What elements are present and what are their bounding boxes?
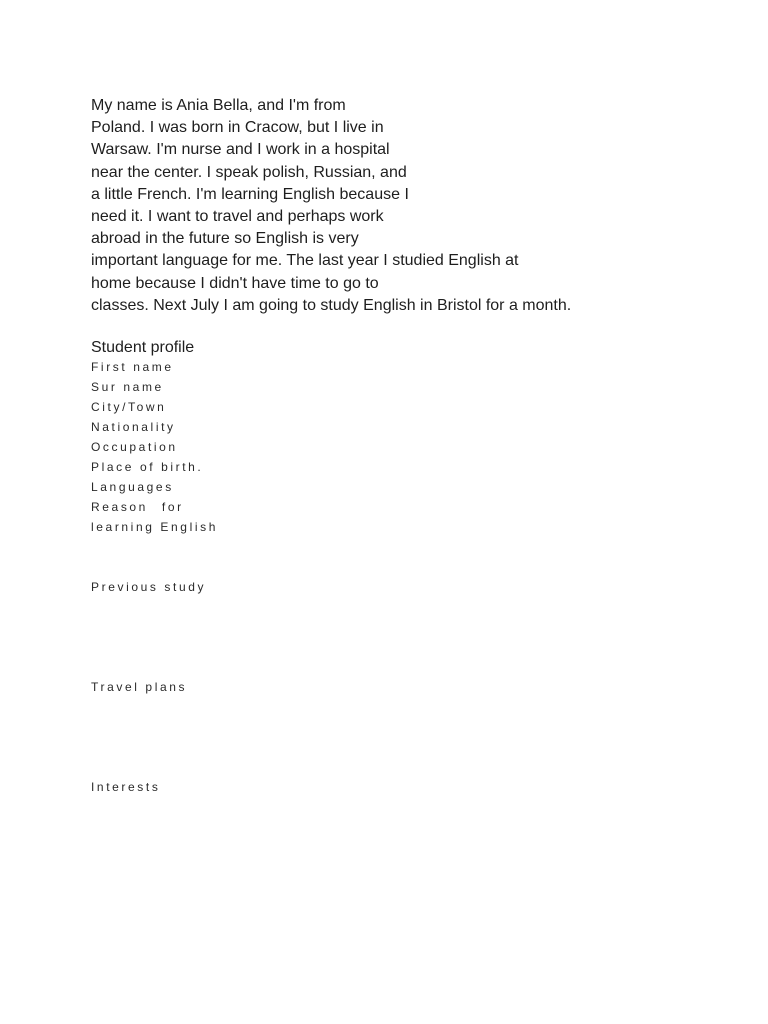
paragraph-line: important language for me. The last year I studied English at — [91, 252, 519, 270]
field-label-languages: Languages — [91, 480, 174, 494]
paragraph-line: Warsaw. I'm nurse and I work in a hospital — [91, 141, 390, 159]
paragraph-line: home because I didn't have time to go to — [91, 274, 379, 292]
field-label-interests: Interests — [91, 780, 161, 794]
student-profile-title: Student profile — [91, 339, 195, 356]
paragraph-line: My name is Ania Bella, and I'm from — [91, 97, 346, 114]
field-label-occupation: Occupation — [91, 440, 178, 454]
paragraph-line: near the center. I speak polish, Russian, and — [91, 163, 407, 181]
paragraph-line: classes. Next July I am going to study English in Bristol for a month. — [91, 296, 572, 314]
paragraph-line: need it. I want to travel and perhaps work — [91, 208, 384, 226]
field-label-reason: Reason for — [91, 500, 184, 514]
field-label-place-of-birth: Place of birth. — [91, 460, 204, 474]
field-label-first-name: First name — [91, 360, 174, 374]
paragraph-line: a little French. I'm learning English because I — [91, 185, 409, 203]
paragraph-line: Poland. I was born in Cracow, but I live in — [91, 119, 384, 137]
field-label-surname: Sur name — [91, 380, 164, 394]
intro-paragraph — [91, 95, 731, 317]
field-label-reason-continued: learning English — [91, 520, 218, 534]
field-label-nationality: Nationality — [91, 420, 176, 434]
field-label-previous-study: Previous study — [91, 580, 207, 594]
paragraph-line: abroad in the future so English is very — [91, 230, 359, 248]
field-label-travel-plans: Travel plans — [91, 680, 188, 694]
field-label-city-town: City/Town — [91, 400, 167, 414]
